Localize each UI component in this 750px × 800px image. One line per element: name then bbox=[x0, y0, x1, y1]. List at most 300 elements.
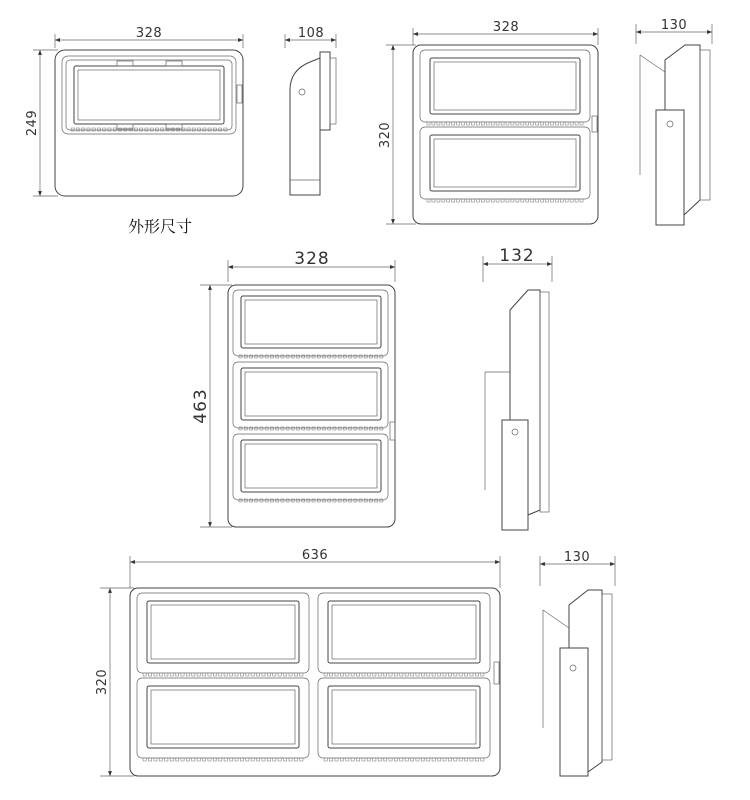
dim-height-label: 320 bbox=[378, 121, 393, 149]
heatsink-fin bbox=[328, 499, 331, 502]
heatsink-fin bbox=[432, 673, 435, 676]
heatsink-fin bbox=[501, 122, 504, 125]
heatsink-fin bbox=[405, 758, 408, 761]
heatsink-fin bbox=[560, 199, 563, 202]
heatsink-fin bbox=[250, 427, 253, 430]
heatsink-fin bbox=[476, 122, 479, 125]
heatsink-fin bbox=[129, 128, 132, 131]
heatsink-fin bbox=[367, 673, 370, 676]
heatsink-fin bbox=[536, 199, 539, 202]
heatsink-fin bbox=[496, 199, 499, 202]
heatsink-fin bbox=[442, 122, 445, 125]
heatsink-fin bbox=[416, 758, 419, 761]
heatsink-fin bbox=[531, 199, 534, 202]
heatsink-fin bbox=[276, 355, 279, 358]
heatsink-fin bbox=[359, 499, 362, 502]
heatsink-fin bbox=[87, 128, 90, 131]
heatsink-fin bbox=[394, 758, 397, 761]
heatsink-fin bbox=[516, 122, 519, 125]
heatsink-fin bbox=[161, 128, 164, 131]
heatsink-fin bbox=[411, 758, 414, 761]
heatsink-fin bbox=[203, 673, 206, 676]
heatsink-fin bbox=[244, 427, 247, 430]
heatsink-fin bbox=[150, 128, 153, 131]
heatsink-fin bbox=[335, 758, 338, 761]
heatsink-fin bbox=[166, 128, 169, 131]
triple-front-view bbox=[191, 249, 395, 527]
heatsink-fin bbox=[165, 758, 168, 761]
single-side-view bbox=[285, 26, 336, 195]
heatsink-fin bbox=[437, 199, 440, 202]
heatsink-fin bbox=[307, 499, 310, 502]
heatsink-fin bbox=[400, 673, 403, 676]
heatsink-fin bbox=[541, 122, 544, 125]
heatsink-fin bbox=[273, 758, 276, 761]
heatsink-fin bbox=[475, 758, 478, 761]
heatsink-fin bbox=[338, 427, 341, 430]
heatsink-fin bbox=[208, 758, 211, 761]
heatsink-fin bbox=[575, 122, 578, 125]
heatsink-fin bbox=[240, 758, 243, 761]
heatsink-fin bbox=[154, 758, 157, 761]
heatsink-fin bbox=[312, 499, 315, 502]
heatsink-fin bbox=[349, 427, 352, 430]
heatsink-fin bbox=[338, 355, 341, 358]
heatsink-fin bbox=[176, 128, 179, 131]
heatsink-fin bbox=[565, 199, 568, 202]
heatsink-fin bbox=[296, 499, 299, 502]
heatsink-fin bbox=[454, 758, 457, 761]
heatsink-fin bbox=[364, 499, 367, 502]
heatsink-fin bbox=[294, 758, 297, 761]
dim-depth-label: 130 bbox=[563, 550, 591, 565]
heatsink-fin bbox=[448, 673, 451, 676]
heatsink-fin bbox=[380, 355, 383, 358]
heatsink-fin bbox=[250, 499, 253, 502]
heatsink-fin bbox=[71, 128, 74, 131]
heatsink-fin bbox=[384, 758, 387, 761]
heatsink-fin bbox=[187, 128, 190, 131]
heatsink-fin bbox=[570, 122, 573, 125]
heatsink-fin bbox=[239, 427, 242, 430]
heatsink-fin bbox=[286, 499, 289, 502]
heatsink-fin bbox=[281, 427, 284, 430]
heatsink-fin bbox=[224, 673, 227, 676]
heatsink-fin bbox=[481, 122, 484, 125]
heatsink-fin bbox=[427, 199, 430, 202]
heatsink-fin bbox=[192, 673, 195, 676]
heatsink-fin bbox=[343, 427, 346, 430]
heatsink-fin bbox=[330, 673, 333, 676]
heatsink-fin bbox=[219, 758, 222, 761]
heatsink-fin bbox=[219, 128, 222, 131]
heatsink-fin bbox=[171, 128, 174, 131]
heatsink-fin bbox=[580, 199, 583, 202]
heatsink-fin bbox=[312, 427, 315, 430]
heatsink-fin bbox=[340, 673, 343, 676]
dim-depth-label: 108 bbox=[297, 26, 325, 41]
heatsink-fin bbox=[333, 427, 336, 430]
heatsink-fin bbox=[149, 758, 152, 761]
quad-side-view bbox=[540, 550, 615, 776]
heatsink-fin bbox=[459, 673, 462, 676]
triple-side-view bbox=[483, 246, 552, 530]
heatsink-fin bbox=[176, 673, 179, 676]
heatsink-fin bbox=[213, 128, 216, 131]
heatsink-fin bbox=[443, 673, 446, 676]
heatsink-fin bbox=[246, 673, 249, 676]
heatsink-fin bbox=[575, 199, 578, 202]
dim-width-label: 328 bbox=[294, 249, 330, 269]
heatsink-fin bbox=[284, 673, 287, 676]
dim-height-label: 320 bbox=[95, 668, 110, 696]
heatsink-fin bbox=[560, 122, 563, 125]
dim-height-label: 249 bbox=[25, 109, 40, 137]
heatsink-fin bbox=[300, 758, 303, 761]
heatsink-fin bbox=[362, 673, 365, 676]
heatsink-fin bbox=[273, 673, 276, 676]
heatsink-fin bbox=[443, 758, 446, 761]
heatsink-fin bbox=[289, 758, 292, 761]
heatsink-fin bbox=[550, 199, 553, 202]
heatsink-fin bbox=[323, 355, 326, 358]
heatsink-fin bbox=[470, 673, 473, 676]
heatsink-fin bbox=[278, 673, 281, 676]
heatsink-fin bbox=[465, 673, 468, 676]
heatsink-fin bbox=[159, 673, 162, 676]
heatsink-fin bbox=[354, 355, 357, 358]
heatsink-fin bbox=[427, 122, 430, 125]
heatsink-fin bbox=[496, 122, 499, 125]
heatsink-fin bbox=[300, 673, 303, 676]
heatsink-fin bbox=[359, 355, 362, 358]
heatsink-fin bbox=[278, 758, 281, 761]
heatsink-fin bbox=[340, 758, 343, 761]
heatsink-fin bbox=[302, 355, 305, 358]
heatsink-fin bbox=[260, 427, 263, 430]
heatsink-fin bbox=[324, 673, 327, 676]
heatsink-fin bbox=[307, 427, 310, 430]
heatsink-fin bbox=[265, 499, 268, 502]
heatsink-fin bbox=[198, 128, 201, 131]
heatsink-fin bbox=[416, 673, 419, 676]
heatsink-fin bbox=[378, 758, 381, 761]
heatsink-fin bbox=[516, 199, 519, 202]
heatsink-fin bbox=[375, 355, 378, 358]
heatsink-fin bbox=[281, 499, 284, 502]
heatsink-fin bbox=[457, 122, 460, 125]
heatsink-fin bbox=[270, 427, 273, 430]
heatsink-fin bbox=[555, 122, 558, 125]
heatsink-fin bbox=[239, 355, 242, 358]
heatsink-fin bbox=[291, 499, 294, 502]
dim-width-label: 328 bbox=[492, 20, 520, 35]
heatsink-fin bbox=[145, 128, 148, 131]
heatsink-fin bbox=[580, 122, 583, 125]
heatsink-fin bbox=[447, 199, 450, 202]
heatsink-fin bbox=[291, 427, 294, 430]
heatsink-fin bbox=[203, 128, 206, 131]
heatsink-fin bbox=[570, 199, 573, 202]
heatsink-fin bbox=[555, 199, 558, 202]
heatsink-fin bbox=[276, 499, 279, 502]
heatsink-fin bbox=[312, 355, 315, 358]
heatsink-fin bbox=[357, 758, 360, 761]
heatsink-fin bbox=[324, 758, 327, 761]
heatsink-fin bbox=[343, 499, 346, 502]
heatsink-fin bbox=[432, 199, 435, 202]
heatsink-fin bbox=[565, 122, 568, 125]
heatsink-fin bbox=[97, 128, 100, 131]
heatsink-fin bbox=[186, 673, 189, 676]
heatsink-fin bbox=[349, 499, 352, 502]
heatsink-fin bbox=[262, 673, 265, 676]
heatsink-fin bbox=[491, 122, 494, 125]
heatsink-fin bbox=[471, 122, 474, 125]
heatsink-fin bbox=[192, 128, 195, 131]
heatsink-fin bbox=[454, 673, 457, 676]
heatsink-fin bbox=[462, 122, 465, 125]
heatsink-fin bbox=[197, 758, 200, 761]
heatsink-fin bbox=[442, 199, 445, 202]
heatsink-fin bbox=[124, 128, 127, 131]
heatsink-fin bbox=[76, 128, 79, 131]
heatsink-fin bbox=[119, 128, 122, 131]
heatsink-fin bbox=[354, 499, 357, 502]
heatsink-fin bbox=[270, 355, 273, 358]
heatsink-fin bbox=[351, 758, 354, 761]
heatsink-fin bbox=[346, 758, 349, 761]
heatsink-fin bbox=[307, 355, 310, 358]
dim-height-label: 463 bbox=[191, 388, 211, 424]
heatsink-fin bbox=[369, 499, 372, 502]
quad-front-view bbox=[95, 548, 500, 776]
heatsink-fin bbox=[208, 128, 211, 131]
heatsink-fin bbox=[143, 673, 146, 676]
heatsink-fin bbox=[506, 199, 509, 202]
heatsink-fin bbox=[373, 673, 376, 676]
heatsink-fin bbox=[154, 673, 157, 676]
heatsink-fin bbox=[294, 673, 297, 676]
heatsink-fin bbox=[511, 199, 514, 202]
heatsink-fin bbox=[328, 355, 331, 358]
heatsink-fin bbox=[462, 199, 465, 202]
heatsink-fin bbox=[437, 122, 440, 125]
heatsink-fin bbox=[546, 199, 549, 202]
heatsink-fin bbox=[452, 122, 455, 125]
heatsink-fin bbox=[394, 673, 397, 676]
heatsink-fin bbox=[302, 427, 305, 430]
heatsink-fin bbox=[351, 673, 354, 676]
heatsink-fin bbox=[378, 673, 381, 676]
heatsink-fin bbox=[369, 355, 372, 358]
heatsink-fin bbox=[284, 758, 287, 761]
heatsink-fin bbox=[465, 758, 468, 761]
heatsink-fin bbox=[330, 758, 333, 761]
heatsink-fin bbox=[521, 122, 524, 125]
heatsink-fin bbox=[521, 199, 524, 202]
caption-dimensions: 外形尺寸 bbox=[128, 217, 193, 236]
heatsink-fin bbox=[367, 758, 370, 761]
heatsink-fin bbox=[373, 758, 376, 761]
heatsink-fin bbox=[235, 758, 238, 761]
heatsink-fin bbox=[286, 427, 289, 430]
heatsink-fin bbox=[302, 499, 305, 502]
heatsink-fin bbox=[411, 673, 414, 676]
heatsink-fin bbox=[369, 427, 372, 430]
dim-depth-label: 130 bbox=[660, 18, 688, 33]
heatsink-fin bbox=[380, 427, 383, 430]
heatsink-fin bbox=[384, 673, 387, 676]
heatsink-fin bbox=[323, 427, 326, 430]
heatsink-fin bbox=[143, 758, 146, 761]
heatsink-fin bbox=[103, 128, 106, 131]
heatsink-fin bbox=[467, 199, 470, 202]
heatsink-fin bbox=[333, 499, 336, 502]
heatsink-fin bbox=[251, 758, 254, 761]
heatsink-fin bbox=[244, 355, 247, 358]
double-front-view bbox=[378, 20, 598, 224]
heatsink-fin bbox=[255, 499, 258, 502]
heatsink-fin bbox=[343, 355, 346, 358]
heatsink-fin bbox=[452, 199, 455, 202]
heatsink-fin bbox=[550, 122, 553, 125]
heatsink-fin bbox=[281, 355, 284, 358]
heatsink-fin bbox=[230, 673, 233, 676]
heatsink-fin bbox=[317, 355, 320, 358]
heatsink-fin bbox=[546, 122, 549, 125]
dim-width-label: 328 bbox=[135, 26, 163, 41]
dim-width-label: 636 bbox=[301, 548, 329, 563]
heatsink-fin bbox=[362, 758, 365, 761]
heatsink-fin bbox=[113, 128, 116, 131]
heatsink-fin bbox=[338, 499, 341, 502]
heatsink-fin bbox=[438, 758, 441, 761]
heatsink-fin bbox=[197, 673, 200, 676]
heatsink-fin bbox=[213, 758, 216, 761]
heatsink-fin bbox=[244, 499, 247, 502]
heatsink-fin bbox=[276, 427, 279, 430]
heatsink-fin bbox=[526, 199, 529, 202]
heatsink-fin bbox=[364, 355, 367, 358]
heatsink-fin bbox=[255, 427, 258, 430]
heatsink-fin bbox=[255, 355, 258, 358]
heatsink-fin bbox=[159, 758, 162, 761]
heatsink-fin bbox=[467, 122, 470, 125]
heatsink-fin bbox=[251, 673, 254, 676]
heatsink-fin bbox=[176, 758, 179, 761]
heatsink-fin bbox=[296, 427, 299, 430]
heatsink-fin bbox=[140, 128, 143, 131]
heatsink-fin bbox=[457, 199, 460, 202]
heatsink-fin bbox=[476, 199, 479, 202]
heatsink-fin bbox=[219, 673, 222, 676]
heatsink-fin bbox=[267, 758, 270, 761]
heatsink-fin bbox=[389, 673, 392, 676]
heatsink-fin bbox=[224, 128, 227, 131]
heatsink-fin bbox=[82, 128, 85, 131]
heatsink-fin bbox=[262, 758, 265, 761]
heatsink-fin bbox=[323, 499, 326, 502]
heatsink-fin bbox=[317, 427, 320, 430]
heatsink-fin bbox=[149, 673, 152, 676]
heatsink-fin bbox=[491, 199, 494, 202]
heatsink-fin bbox=[427, 673, 430, 676]
heatsink-fin bbox=[333, 355, 336, 358]
heatsink-fin bbox=[213, 673, 216, 676]
heatsink-fin bbox=[208, 673, 211, 676]
heatsink-fin bbox=[239, 499, 242, 502]
heatsink-fin bbox=[481, 199, 484, 202]
heatsink-fin bbox=[246, 758, 249, 761]
heatsink-fin bbox=[380, 499, 383, 502]
heatsink-fin bbox=[421, 673, 424, 676]
heatsink-fin bbox=[257, 673, 260, 676]
heatsink-fin bbox=[260, 499, 263, 502]
heatsink-fin bbox=[531, 122, 534, 125]
heatsink-fin bbox=[475, 673, 478, 676]
heatsink-fin bbox=[427, 758, 430, 761]
heatsink-fin bbox=[235, 673, 238, 676]
heatsink-fin bbox=[108, 128, 111, 131]
heatsink-fin bbox=[526, 122, 529, 125]
heatsink-fin bbox=[421, 758, 424, 761]
heatsink-fin bbox=[155, 128, 158, 131]
heatsink-fin bbox=[265, 355, 268, 358]
heatsink-fin bbox=[250, 355, 253, 358]
heatsink-fin bbox=[357, 673, 360, 676]
double-side-view bbox=[636, 18, 712, 225]
heatsink-fin bbox=[203, 758, 206, 761]
heatsink-fin bbox=[541, 199, 544, 202]
heatsink-fin bbox=[265, 427, 268, 430]
heatsink-fin bbox=[224, 758, 227, 761]
heatsink-fin bbox=[447, 122, 450, 125]
heatsink-fin bbox=[354, 427, 357, 430]
heatsink-fin bbox=[364, 427, 367, 430]
heatsink-fin bbox=[335, 673, 338, 676]
heatsink-fin bbox=[267, 673, 270, 676]
heatsink-fin bbox=[359, 427, 362, 430]
heatsink-fin bbox=[289, 673, 292, 676]
heatsink-fin bbox=[230, 758, 233, 761]
heatsink-fin bbox=[192, 758, 195, 761]
heatsink-fin bbox=[501, 199, 504, 202]
heatsink-fin bbox=[317, 499, 320, 502]
heatsink-fin bbox=[448, 758, 451, 761]
heatsink-fin bbox=[405, 673, 408, 676]
heatsink-fin bbox=[536, 122, 539, 125]
heatsink-fin bbox=[181, 673, 184, 676]
heatsink-fin bbox=[296, 355, 299, 358]
heatsink-fin bbox=[438, 673, 441, 676]
single-front-view bbox=[25, 26, 243, 196]
heatsink-fin bbox=[432, 122, 435, 125]
heatsink-fin bbox=[260, 355, 263, 358]
heatsink-fin bbox=[400, 758, 403, 761]
heatsink-fin bbox=[328, 427, 331, 430]
heatsink-fin bbox=[92, 128, 95, 131]
heatsink-fin bbox=[486, 122, 489, 125]
heatsink-fin bbox=[459, 758, 462, 761]
heatsink-fin bbox=[349, 355, 352, 358]
dim-depth-label: 132 bbox=[499, 246, 535, 266]
heatsink-fin bbox=[170, 673, 173, 676]
heatsink-fin bbox=[511, 122, 514, 125]
heatsink-fin bbox=[286, 355, 289, 358]
heatsink-fin bbox=[481, 758, 484, 761]
heatsink-fin bbox=[506, 122, 509, 125]
